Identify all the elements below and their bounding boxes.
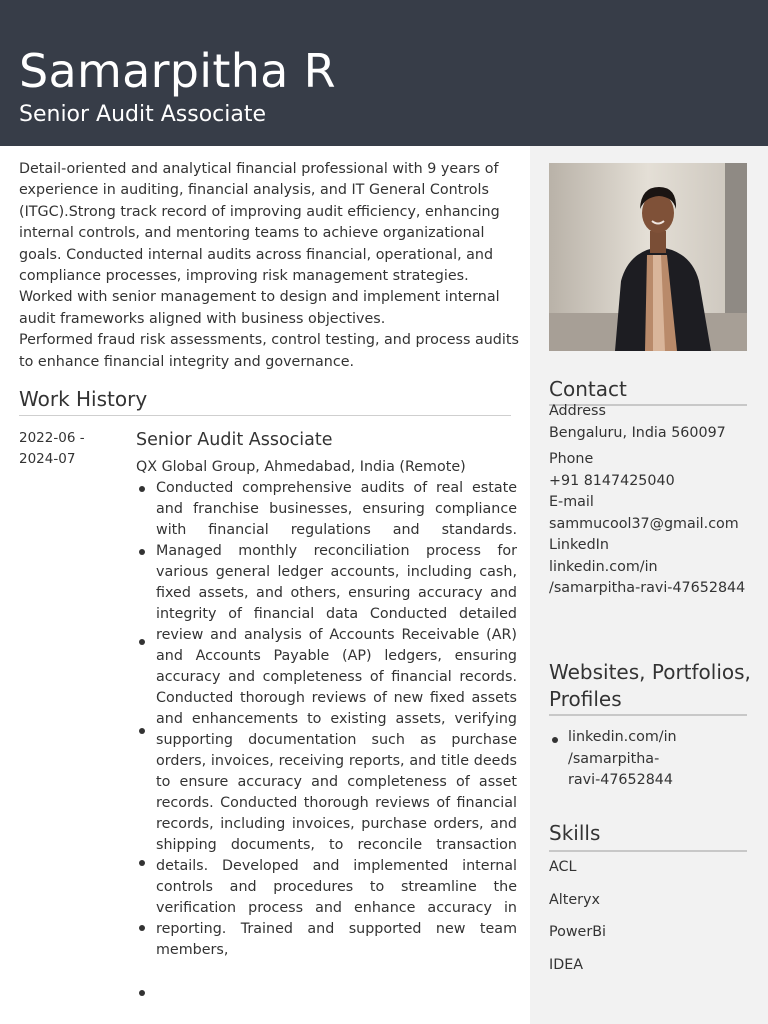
contact-title: Contact xyxy=(549,377,627,401)
address-label: Address xyxy=(549,403,606,419)
website-link[interactable] xyxy=(568,727,677,792)
work-history-title: Work History xyxy=(19,387,148,411)
websites-title-line: Profiles xyxy=(549,687,622,711)
skill-item: IDEA xyxy=(549,957,584,974)
job-dates: 2022-06 - 2024-07 xyxy=(19,430,85,467)
bullet-icon xyxy=(139,549,145,555)
resume-header xyxy=(0,0,768,146)
summary-paragraph: Worked with senior management to design and implement internal audit frameworks aligned with business objectives. xyxy=(19,289,500,327)
address-value: Bengaluru, India 560097 xyxy=(549,424,726,441)
skills-list xyxy=(549,851,606,982)
summary-paragraph: Detail-oriented and analytical financial professional with 9 years of experience in auditing, financial analysis, and IT General Controls (ITGC).Strong track record of improving audit efficiency, enhancing internal controls, and mentoring teams to achieve organizational goals. Conducted internal audits across financial, operational, and compliance processes, improving risk management strategies. xyxy=(19,161,500,285)
bullet-icon xyxy=(139,860,145,866)
bullet-icon xyxy=(552,737,558,743)
websites-title xyxy=(549,659,751,713)
website-link-line[interactable]: linkedin.com/in xyxy=(568,729,677,745)
job-company: QX Global Group, Ahmedabad, India (Remote) xyxy=(136,459,466,475)
websites-title-line: Websites, Portfolios, xyxy=(549,660,751,684)
professional-summary xyxy=(19,159,521,373)
skill-item: Alteryx xyxy=(549,891,600,908)
bullet-icon xyxy=(139,990,145,996)
linkedin-value[interactable]: /samarpitha-ravi-47652844 xyxy=(549,580,746,596)
bullet-icon xyxy=(139,486,145,492)
profile-photo xyxy=(549,163,747,351)
skill-item: PowerBi xyxy=(549,924,607,941)
website-link-line[interactable]: ravi-47652844 xyxy=(568,772,673,788)
email-label: E-mail xyxy=(549,494,594,510)
phone-label: Phone xyxy=(549,451,594,467)
candidate-role: Senior Audit Associate xyxy=(19,102,267,127)
profile-photo-illustration xyxy=(549,163,747,351)
website-link-line[interactable]: /samarpitha- xyxy=(568,750,660,767)
candidate-name: Samarpitha R xyxy=(19,44,336,98)
job-title: Senior Audit Associate xyxy=(136,430,333,450)
section-divider xyxy=(549,714,747,716)
skills-title: Skills xyxy=(549,821,601,845)
summary-paragraph: Performed fraud risk assessments, control testing, and process audits to enhance financial integrity and governance. xyxy=(19,332,519,370)
skill-item: ACL xyxy=(549,859,577,875)
bullet-icon xyxy=(139,639,145,645)
job-description: Conducted comprehensive audits of real estate and franchise businesses, ensuring compliance with financial regulations and standards. Managed monthly reconciliation process for various general ledger accounts, including cash, fixed assets, and others, ensuring accuracy and integrity of financial data Conducted detailed review and analysis of Accounts Receivable (AR) and Accounts Payable (AP) ledgers, ensuring accuracy and completeness of financial records. Conducted thorough reviews of new fixed assets and enhancements to existing assets, verifying supporting documentation such as purchase orders, invoices, receiving reports, and title deeds to ensure accuracy and completeness of asset records. Conducted thorough reviews of financial records, including invoices, purchase orders, and shipping documents, to reconcile transaction details. Developed and implemented internal controls and procedures to streamline the verification process and enhance accuracy in reporting. Trained and supported new team members, xyxy=(156,480,517,958)
bullet-icon xyxy=(139,925,145,931)
email-value[interactable]: sammucool37@gmail.com xyxy=(549,515,739,532)
bullet-icon xyxy=(139,728,145,734)
section-divider xyxy=(19,415,511,416)
linkedin-value[interactable]: linkedin.com/in xyxy=(549,558,658,575)
phone-value: +91 8147425040 xyxy=(549,472,675,489)
linkedin-label: LinkedIn xyxy=(549,537,609,553)
contact-details xyxy=(549,401,745,600)
